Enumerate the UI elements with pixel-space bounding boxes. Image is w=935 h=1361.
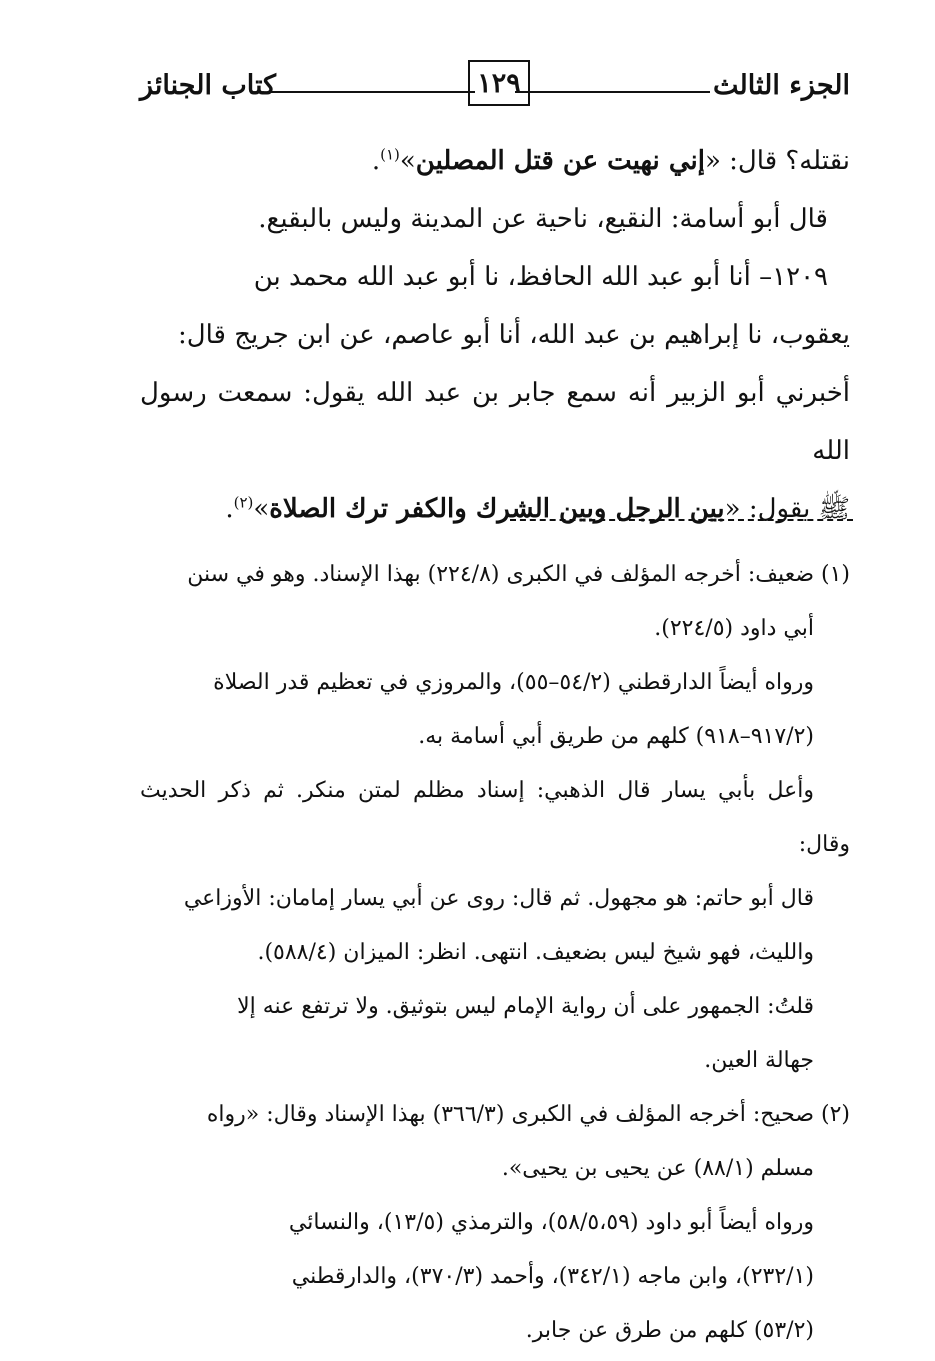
footnote-line — [140, 1196, 850, 1250]
footnote-line — [140, 926, 850, 980]
hadith-isnad-line: يعقوب، نا إبراهيم بن عبد الله، أنا أبو عاصم، عن ابن جريج قال: — [177, 320, 850, 350]
book-title: كتاب الجنائز — [140, 70, 276, 101]
footnote-line — [140, 872, 850, 926]
hadith-isnad-line: ١٢٠٩– أنا أبو عبد الله الحافظ، نا أبو عبد الله محمد بن — [253, 262, 828, 292]
hadith-quote: بين الرجل وبين الشرك والكفر ترك الصلاة — [269, 494, 725, 524]
footnote-number: (١) — [820, 562, 850, 587]
text-line — [140, 132, 850, 190]
footnotes — [140, 548, 850, 1358]
page-number: ١٢٩ — [468, 60, 530, 106]
footnote-text: (٢٣٢/١)، وابن ماجه (٣٤٢/١)، وأحمد (٣٧٠/٣)، والدارقطني — [291, 1264, 814, 1289]
footnote-line — [140, 764, 850, 872]
footnote-text: (٩١٧/٢–٩١٨) كلهم من طريق أبي أسامة به. — [418, 724, 814, 749]
text-run: » — [399, 146, 416, 176]
header-rule-left — [270, 91, 475, 93]
footnote-line — [140, 548, 850, 602]
footnote-text: ورواه أيضاً الدارقطني (٥٤/٢–٥٥)، والمروزي في تعظيم قدر الصلاة — [213, 670, 814, 695]
footnote-line — [140, 1250, 850, 1304]
footnote-line — [140, 1088, 850, 1142]
main-text — [140, 132, 850, 538]
text-run: . — [225, 494, 234, 524]
footnote-text: وأعل بأبي يسار قال الذهبي: إسناد مظلم لمتن منكر. ثم ذكر الحديث وقال: — [140, 778, 850, 857]
volume-title: الجزء الثالث — [713, 70, 850, 101]
footnote-ref: (١) — [380, 145, 400, 164]
footnote-text: قال أبو حاتم: هو مجهول. ثم قال: روى عن أبي يسار إمامان: الأوزاعي — [183, 886, 814, 911]
hadith-isnad-line: أخبرني أبو الزبير أنه سمع جابر بن عبد الله يقول: سمعت رسول الله — [140, 378, 850, 466]
footnote-number: (٢) — [820, 1102, 850, 1127]
footnote-text: ضعيف: أخرجه المؤلف في الكبرى (٢٢٤/٨) بهذا الإسناد. وهو في سنن — [187, 562, 814, 587]
text-line: قال أبو أسامة: النقيع، ناحية عن المدينة وليس بالبقيع. — [258, 204, 828, 234]
footnote-line — [140, 656, 850, 710]
page-header — [140, 58, 850, 118]
text-run: » — [253, 494, 270, 524]
footnote-text: (٥٣/٢) كلهم من طرق عن جابر. — [525, 1318, 814, 1343]
footnote-ref: (٢) — [233, 493, 254, 512]
footnote-text: ورواه أيضاً أبو داود (٥٨/٥،٥٩)، والترمذي (١٣/٥)، والنسائي — [288, 1210, 814, 1235]
text-run: ﷺ يقول: « — [724, 494, 850, 524]
text-run: . — [371, 146, 381, 176]
text-line — [140, 480, 850, 538]
footnote-text: والليث، فهو شيخ ليس بضعيف. انتهى. انظر: الميزان (٥٨٨/٤). — [257, 940, 814, 965]
footnote-line — [140, 602, 850, 656]
header-rule-right — [515, 91, 710, 93]
footnote-text: جهالة العين. — [704, 1048, 814, 1073]
footnote-text: أبي داود (٢٢٤/٥). — [654, 616, 814, 641]
footnote-line — [140, 1142, 850, 1196]
text-run: نقتله؟ قال: « — [704, 146, 850, 176]
footnote-text: قلتُ: الجمهور على أن رواية الإمام ليس بتوثيق. ولا ترتفع عنه إلا — [237, 994, 814, 1019]
footnote-line — [140, 1304, 850, 1358]
footnote-line — [140, 710, 850, 764]
footnote-line — [140, 980, 850, 1034]
footnote-text: مسلم (٨٨/١) عن يحيى بن يحيى». — [501, 1156, 814, 1181]
footnote-text: صحيح: أخرجه المؤلف في الكبرى (٣٦٦/٣) بهذا الإسناد وقال: «رواه — [206, 1102, 814, 1127]
hadith-quote: إني نهيت عن قتل المصلين — [415, 146, 705, 176]
footnote-line — [140, 1034, 850, 1088]
footnote-divider — [510, 519, 853, 521]
